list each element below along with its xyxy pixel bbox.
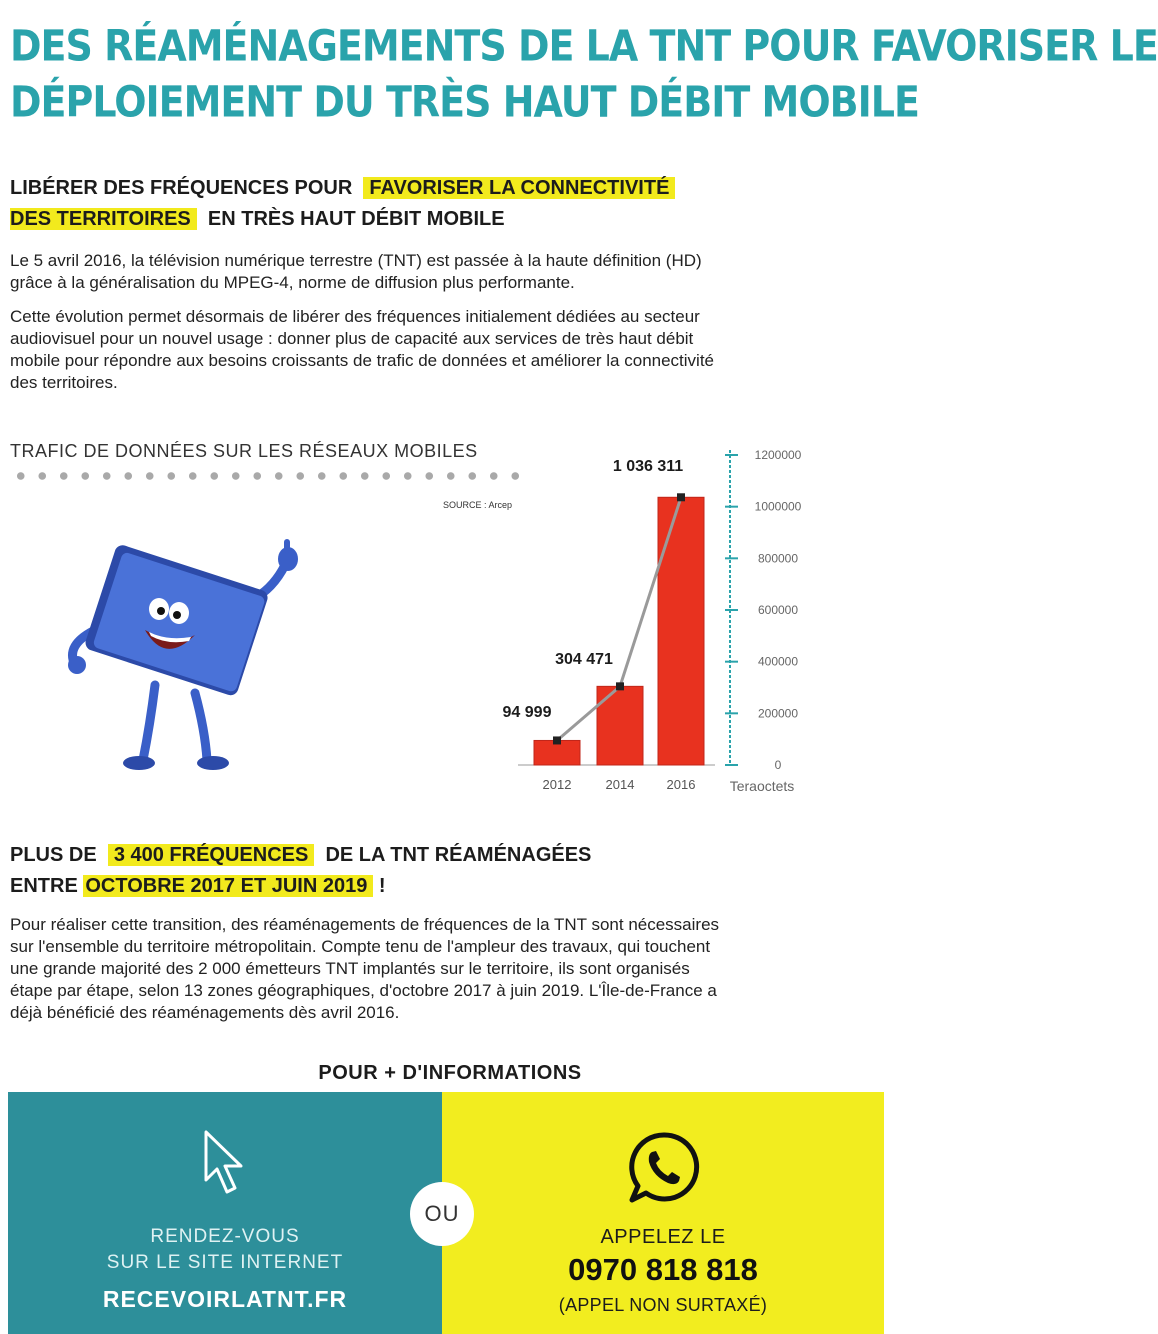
text-line: étape par étape, selon 13 zones géographiques, d'octobre 2017 à juin 2019. L'Île-de-France a bbox=[10, 981, 717, 1000]
phone-number[interactable]: 0970 818 818 bbox=[568, 1252, 758, 1287]
section2-highlight-2: OCTOBRE 2017 ET JUIN 2019 bbox=[83, 875, 373, 897]
text-line: Pour réaliser cette transition, des réaménagements de fréquences de la TNT sont nécessaires bbox=[10, 915, 720, 934]
trend-point bbox=[553, 736, 561, 744]
chart-title: TRAFIC DE DONNÉES SUR LES RÉSEAUX MOBILES bbox=[10, 441, 478, 461]
website-link[interactable]: RECEVOIRLATNT.FR bbox=[102, 1286, 348, 1312]
title-line-1: DES RÉAMÉNAGEMENTS DE LA TNT POUR FAVORISER LE bbox=[10, 21, 1158, 71]
website-line-1: RENDEZ-VOUS bbox=[150, 1226, 300, 1247]
y-tick-label: 800000 bbox=[757, 551, 799, 566]
data-label: 304 471 bbox=[555, 651, 613, 668]
section2-heading bbox=[10, 840, 591, 902]
text-line: grâce à la généralisation du MPEG-4, norme de diffusion plus performante. bbox=[10, 273, 575, 292]
section2-heading-c: ENTRE bbox=[10, 875, 78, 897]
data-label: 1 036 311 bbox=[612, 458, 684, 475]
cursor-arrow-icon bbox=[200, 1128, 250, 1198]
x-tick-label: 2012 bbox=[542, 777, 572, 792]
bar bbox=[658, 497, 704, 765]
text-line: une grande majorité des 2 000 émetteurs TNT implantés sur le territoire, ils sont organisés bbox=[10, 959, 690, 978]
trend-point bbox=[677, 493, 685, 501]
text-line: sur l'ensemble du territoire métropolitain. Compte tenu de l'ampleur des travaux, qui touchent bbox=[10, 937, 711, 956]
y-axis-label: Teraoctets bbox=[729, 778, 795, 794]
y-tick-label: 0 bbox=[774, 758, 782, 772]
data-chart bbox=[500, 440, 810, 805]
text-line: audiovisuel pour un nouvel usage : donner plus de capacité aux services de très haut débit bbox=[10, 329, 694, 348]
website-line-2: SUR LE SITE INTERNET bbox=[106, 1252, 344, 1273]
section1-heading-b: EN TRÈS HAUT DÉBIT MOBILE bbox=[207, 208, 505, 230]
trend-point bbox=[616, 682, 624, 690]
section1-paragraph-2 bbox=[10, 306, 890, 394]
info-heading: POUR + D'INFORMATIONS bbox=[318, 1062, 582, 1084]
section1-heading bbox=[10, 173, 675, 235]
dotted-divider bbox=[10, 470, 525, 482]
page-title bbox=[10, 18, 1158, 130]
text-line: Cette évolution permet désormais de libérer des fréquences initialement dédiées au secteur bbox=[10, 307, 700, 326]
section2-highlight-1: 3 400 FRÉQUENCES bbox=[108, 844, 315, 866]
mascot-tv-character bbox=[55, 535, 315, 775]
text-line: déjà bénéficié des réaménagements dès avril 2016. bbox=[10, 1003, 400, 1022]
section2-heading-b: DE LA TNT RÉAMÉNAGÉES bbox=[325, 844, 592, 866]
y-tick-label: 1000000 bbox=[754, 499, 802, 514]
y-tick-label: 400000 bbox=[757, 654, 799, 669]
phone-chat-icon bbox=[626, 1130, 702, 1206]
bar bbox=[597, 686, 643, 765]
phone-line-1: APPELEZ LE bbox=[600, 1226, 726, 1248]
section1-paragraph-1 bbox=[10, 250, 890, 294]
section2-heading-a: PLUS DE bbox=[10, 844, 97, 866]
chart-source: SOURCE : Arcep bbox=[443, 500, 513, 510]
y-tick-label: 1200000 bbox=[754, 448, 802, 462]
text-line: mobile pour répondre aux besoins croissants de trafic de données et améliorer la connectivité bbox=[10, 351, 715, 370]
phone-line-3: (APPEL NON SURTAXÉ) bbox=[558, 1295, 768, 1315]
x-tick-label: 2014 bbox=[605, 777, 635, 792]
y-tick-label: 200000 bbox=[757, 706, 799, 721]
text-line: des territoires. bbox=[10, 373, 118, 392]
section2-heading-d: ! bbox=[378, 875, 386, 897]
data-label: 94 999 bbox=[502, 704, 552, 721]
x-tick-label: 2016 bbox=[666, 777, 696, 792]
or-badge: OU bbox=[410, 1182, 474, 1246]
y-tick-label: 600000 bbox=[757, 603, 799, 617]
section1-highlight-2: DES TERRITOIRES bbox=[10, 208, 197, 230]
text-line: Le 5 avril 2016, la télévision numérique terrestre (TNT) est passée à la haute définition (HD) bbox=[10, 251, 702, 270]
section1-heading-a: LIBÉRER DES FRÉQUENCES POUR bbox=[10, 177, 353, 199]
section1-highlight-1: FAVORISER LA CONNECTIVITÉ bbox=[363, 177, 675, 199]
section2-paragraph bbox=[10, 914, 890, 1024]
title-line-2: DÉPLOIEMENT DU TRÈS HAUT DÉBIT MOBILE bbox=[10, 77, 919, 127]
